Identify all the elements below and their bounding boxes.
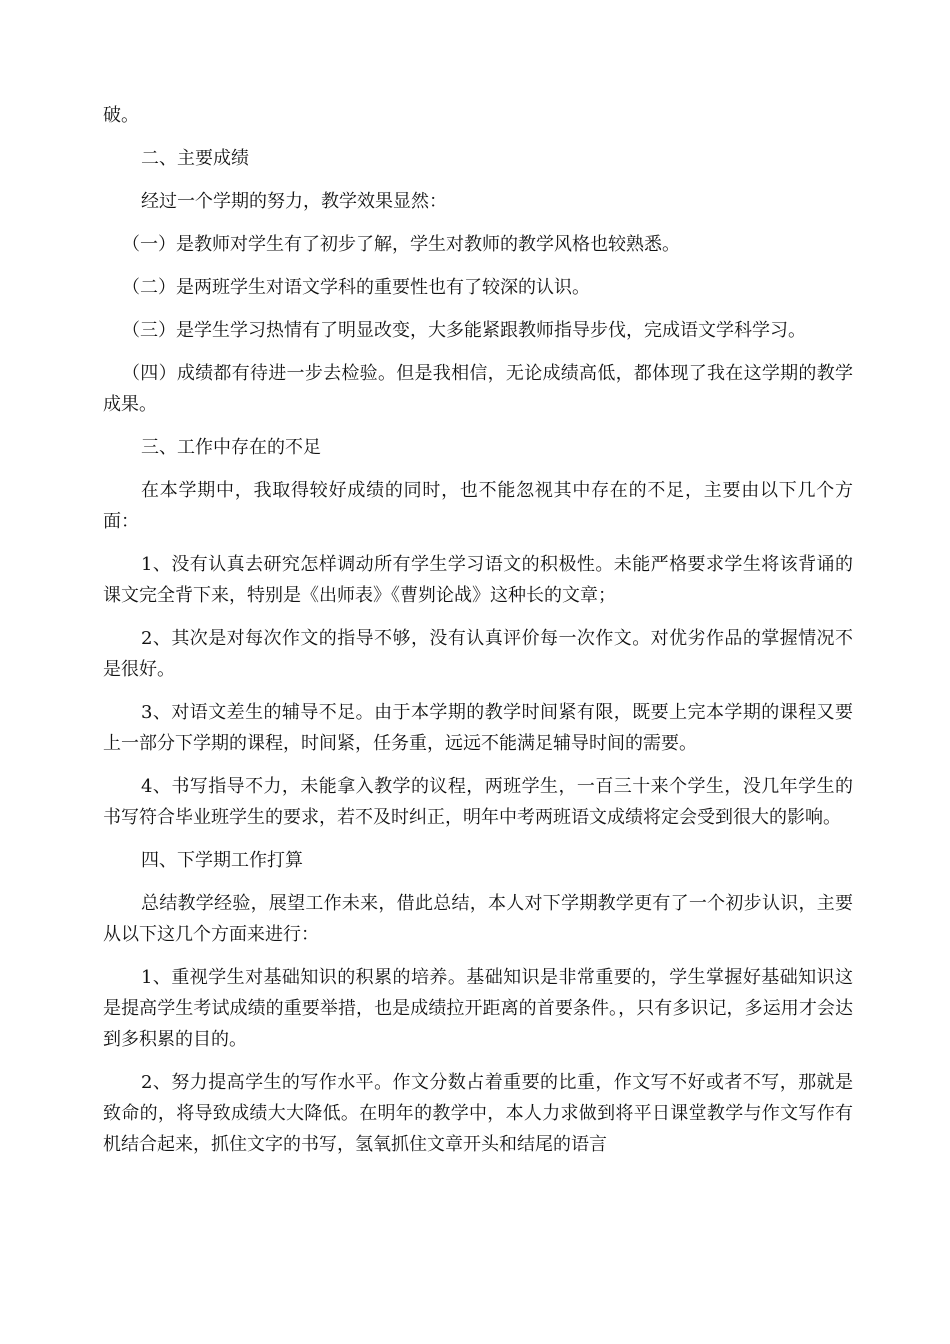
list-item: 2、其次是对每次作文的指导不够，没有认真评价每一次作文。对优劣作品的掌握情况不是很好。: [103, 628, 853, 680]
paragraph: 经过一个学期的努力，教学效果显然：: [141, 191, 447, 212]
list-item: （四）成绩都有待进一步去检验。但是我相信，无论成绩高低，都体现了我在这学期的教学成果。: [103, 363, 853, 415]
section-heading-shortcomings: 三、工作中存在的不足: [141, 437, 321, 458]
paragraph: 总结教学经验，展望工作未来，借此总结，本人对下学期教学更有了一个初步认识，主要从以下这几个方面来进行：: [103, 893, 853, 945]
list-item: （一）是教师对学生有了初步了解，学生对教师的教学风格也较熟悉。: [122, 234, 680, 255]
paragraph: 在本学期中，我取得较好成绩的同时，也不能忽视其中存在的不足，主要由以下几个方面：: [103, 480, 853, 532]
document-page: [103, 100, 853, 1172]
list-item: （三）是学生学习热情有了明显改变，大多能紧跟教师指导步伐，完成语文学科学习。: [122, 320, 806, 341]
section-heading-next-term-plan: 四、下学期工作打算: [141, 850, 303, 871]
list-item: 3、对语文差生的辅导不足。由于本学期的教学时间紧有限，既要上完本学期的课程又要上一部分下学期的课程，时间紧，任务重，远远不能满足辅导时间的需要。: [103, 702, 853, 754]
section-heading-main-achievements: 二、主要成绩: [141, 148, 249, 169]
list-item: 4、书写指导不力，未能拿入教学的议程，两班学生，一百三十来个学生，没几年学生的书写符合毕业班学生的要求，若不及时纠正，明年中考两班语文成绩将定会受到很大的影响。: [103, 776, 853, 828]
list-item: 1、没有认真去研究怎样调动所有学生学习语文的积极性。未能严格要求学生将该背诵的课文完全背下来，特别是《出师表》《曹刿论战》这种长的文章；: [103, 554, 853, 606]
list-item: （二）是两班学生对语文学科的重要性也有了较深的认识。: [122, 277, 590, 298]
list-item: 1、重视学生对基础知识的积累的培养。基础知识是非常重要的，学生掌握好基础知识这是提高学生考试成绩的重要举措，也是成绩拉开距离的首要条件。，只有多识记，多运用才会达到多积累的目的。: [103, 967, 853, 1050]
list-item: 2、努力提高学生的写作水平。作文分数占着重要的比重，作文写不好或者不写，那就是致命的，将导致成绩大大降低。在明年的教学中，本人力求做到将平日课堂教学与作文写作有机结合起来，抓住文字的书写，氢氧抓住文章开头和结尾的语言: [103, 1072, 853, 1155]
paragraph-continuation: 破。: [103, 105, 139, 126]
